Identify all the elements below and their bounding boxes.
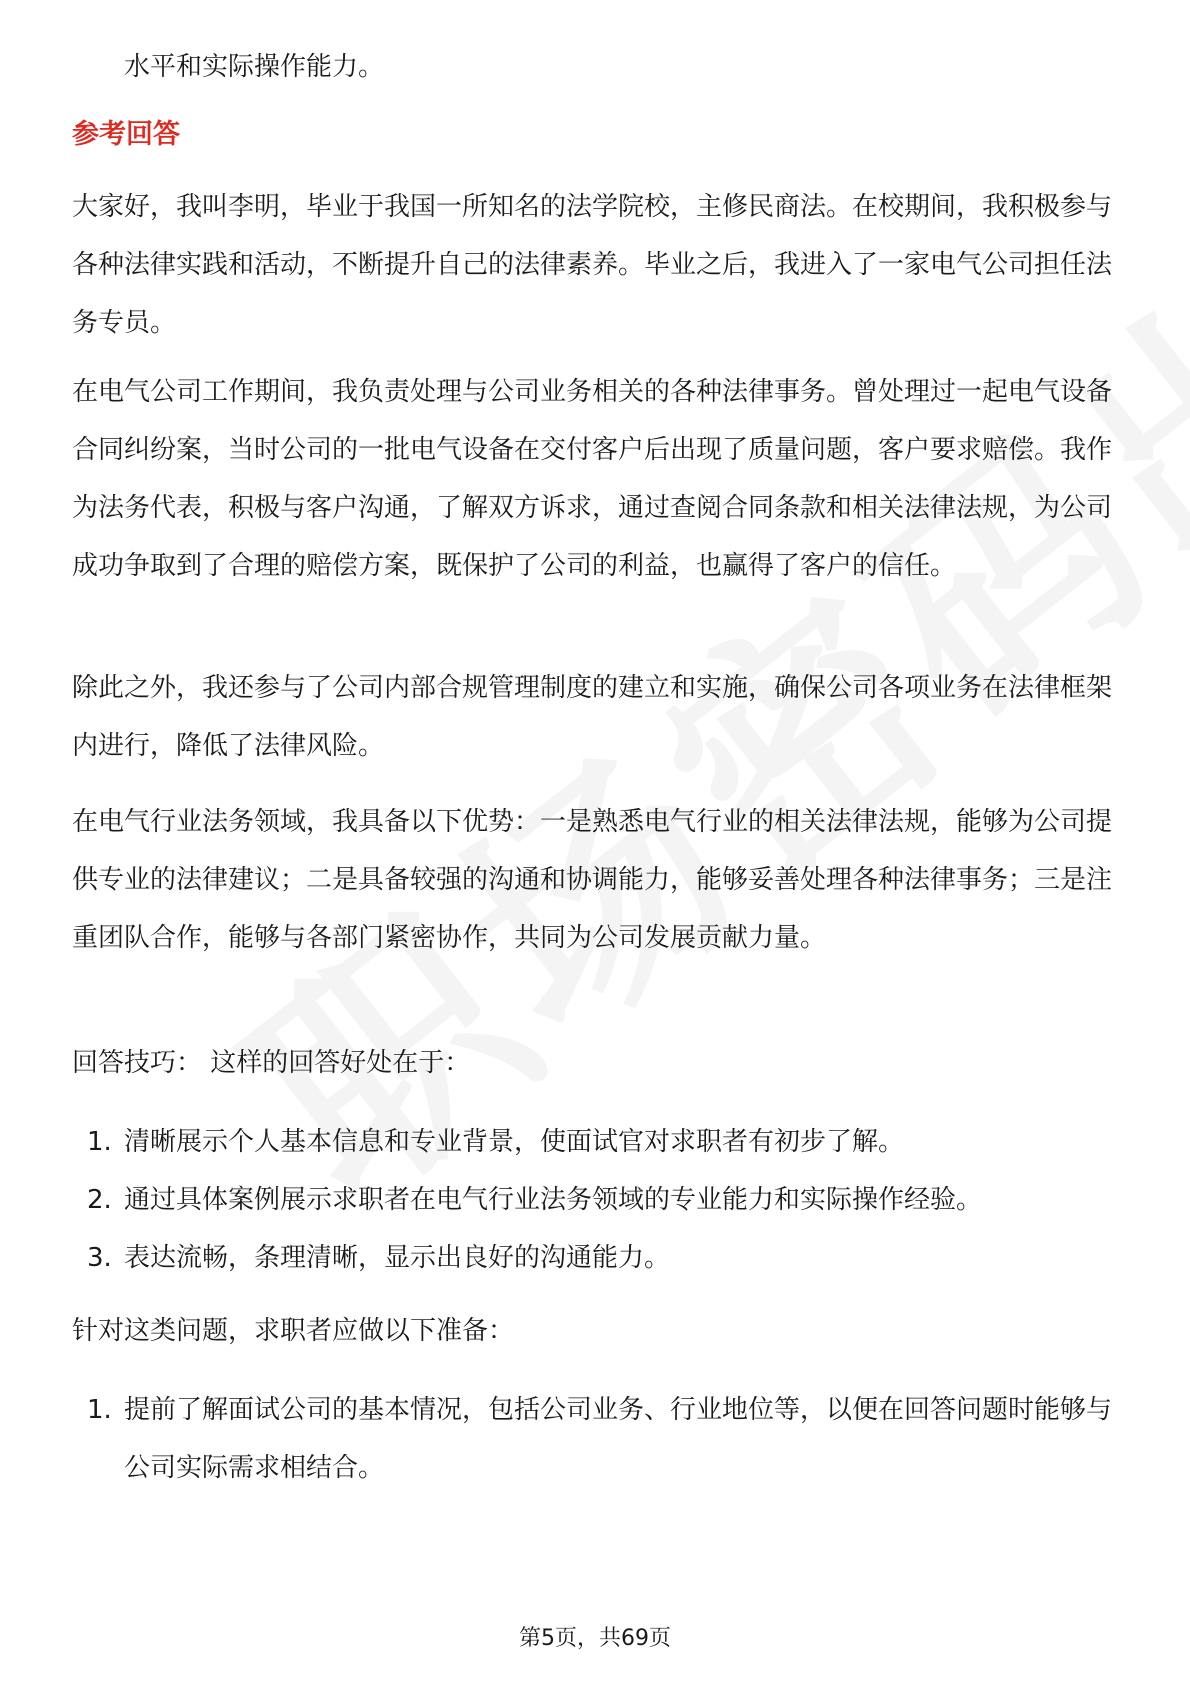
- list-number: 1.: [87, 1127, 112, 1157]
- paragraph-3: 除此之外，我还参与了公司内部合规管理制度的建立和实施，确保公司各项业务在法律框架内进行，降低了法律风险。: [72, 673, 1113, 761]
- list-text: 清晰展示个人基本信息和专业背景，使面试官对求职者有初步了解。: [124, 1127, 905, 1157]
- list-item: [72, 1381, 1118, 1497]
- prep-list: [72, 1381, 1118, 1497]
- list-text: 通过具体案例展示求职者在电气行业法务领域的专业能力和实际操作经验。: [124, 1185, 983, 1215]
- prep-intro: 针对这类问题，求职者应做以下准备：: [72, 1316, 515, 1346]
- tips-intro: 回答技巧： 这样的回答好处在于：: [72, 1048, 471, 1078]
- list-item: [72, 1113, 1118, 1171]
- continuation-text: 水平和实际操作能力。: [124, 52, 385, 82]
- list-number: 2.: [87, 1185, 112, 1215]
- list-item: [72, 1229, 1118, 1287]
- list-number: 1.: [87, 1395, 112, 1425]
- paragraph-2: 在电气公司工作期间，我负责处理与公司业务相关的各种法律事务。曾处理过一起电气设备合同纠纷案，当时公司的一批电气设备在交付客户后出现了质量问题，客户要求赔偿。我作为法务代表，积极与客户沟通，了解双方诉求，通过查阅合同条款和相关法律法规，为公司成功争取到了合理的赔偿方案，既保护了公司的利益，也赢得了客户的信任。: [72, 377, 1113, 581]
- paragraph-4: 在电气行业法务领域，我具备以下优势：一是熟悉电气行业的相关法律法规，能够为公司提供专业的法律建议；二是具备较强的沟通和协调能力，能够妥善处理各种法律事务；三是注重团队合作，能够与各部门紧密协作，共同为公司发展贡献力量。: [72, 807, 1113, 953]
- list-text: 表达流畅，条理清晰，显示出良好的沟通能力。: [124, 1243, 671, 1273]
- section-heading: 参考回答: [72, 119, 180, 150]
- list-item: [72, 1171, 1118, 1229]
- page-footer: 第5页，共69页: [519, 1626, 671, 1651]
- list-number: 3.: [87, 1243, 112, 1273]
- list-text: 提前了解面试公司的基本情况，包括公司业务、行业地位等，以便在回答问题时能够与公司实际需求相结合。: [124, 1395, 1113, 1483]
- tips-list: [72, 1113, 1118, 1287]
- paragraph-1: 大家好，我叫李明，毕业于我国一所知名的法学院校，主修民商法。在校期间，我积极参与各种法律实践和活动，不断提升自己的法律素养。毕业之后，我进入了一家电气公司担任法务专员。: [72, 192, 1113, 338]
